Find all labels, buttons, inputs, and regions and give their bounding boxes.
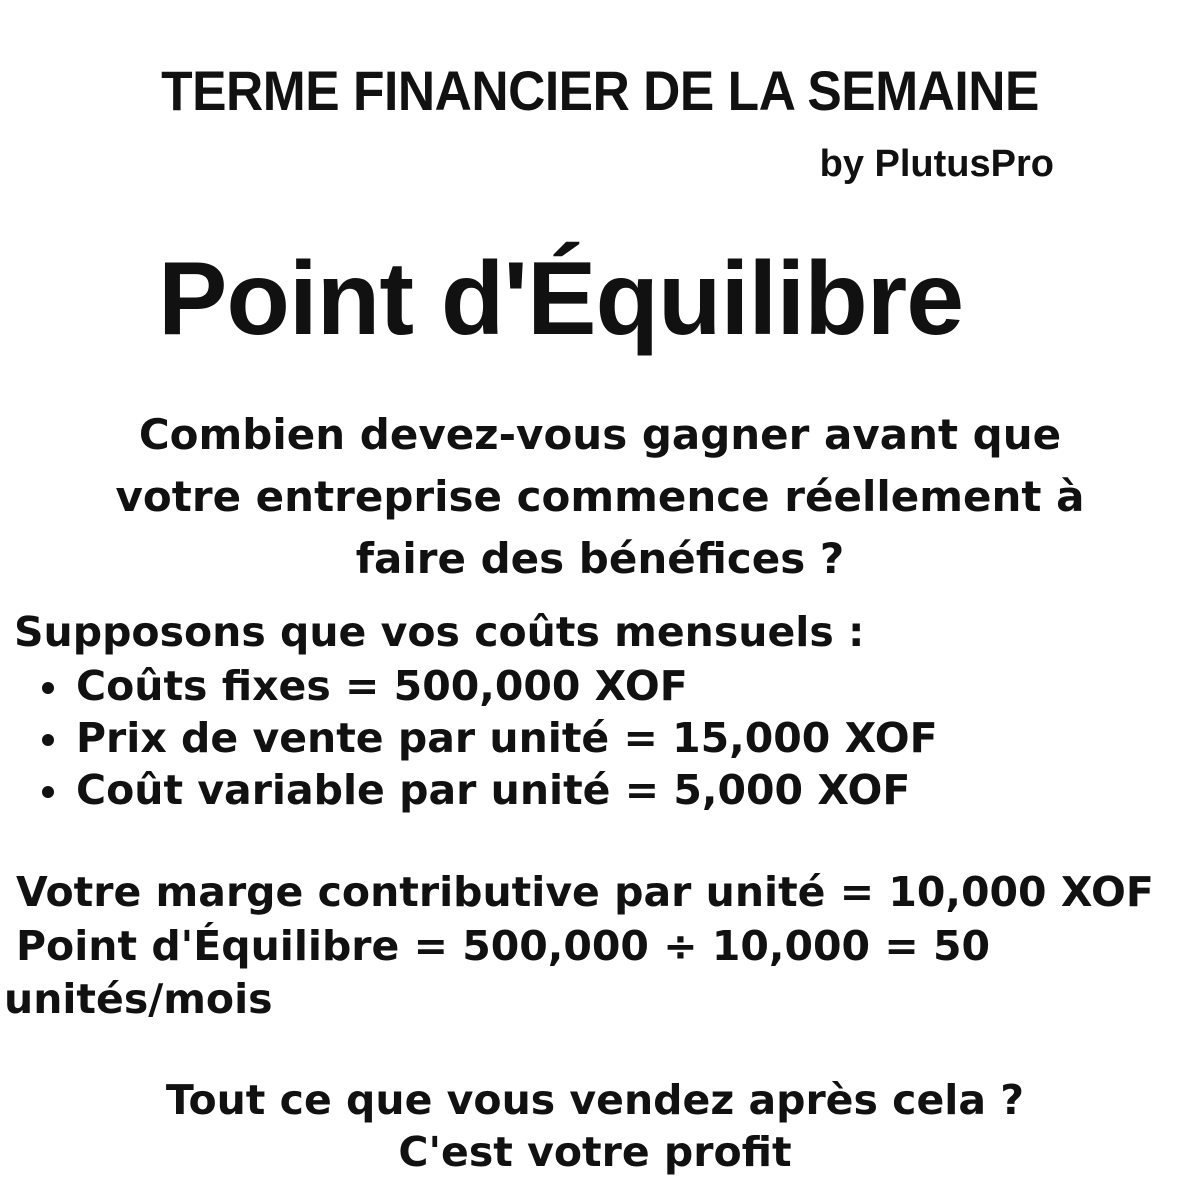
list-item [40, 660, 938, 712]
list-item-text: Coût variable par unité = 5,000 XOF [76, 766, 911, 814]
bullet-icon [42, 734, 54, 746]
list-item-text: Prix de vente par unité = 15,000 XOF [76, 714, 938, 762]
equilibrium-line: Point d'Équilibre = 500,000 ÷ 10,000 = 50 unités/mois [4, 922, 991, 1023]
bullet-icon [42, 682, 54, 694]
intro-text: Supposons que vos coûts mensuels : [14, 608, 865, 656]
list-item [40, 764, 938, 816]
header-title: TERME FINANCIER DE LA SEMAINE [161, 59, 1039, 122]
question-text: Combien devez-vous gagner avant que votre entreprise commence réellement à faire des bénéfices ? [115, 410, 1085, 583]
cost-list [40, 660, 938, 816]
closing-text [0, 1074, 1190, 1178]
bullet-icon [42, 786, 54, 798]
margin-line: Votre marge contributive par unité = 10,000 XOF [16, 868, 1154, 916]
page-title: Point d'Équilibre [158, 241, 964, 357]
closing-line-1: Tout ce que vous vendez après cela ? [165, 1076, 1025, 1124]
closing-line-2: C'est votre profit [398, 1128, 792, 1176]
list-item-text: Coûts fixes = 500,000 XOF [76, 662, 688, 710]
list-item [40, 712, 938, 764]
byline: by PlutusPro [819, 143, 1054, 185]
